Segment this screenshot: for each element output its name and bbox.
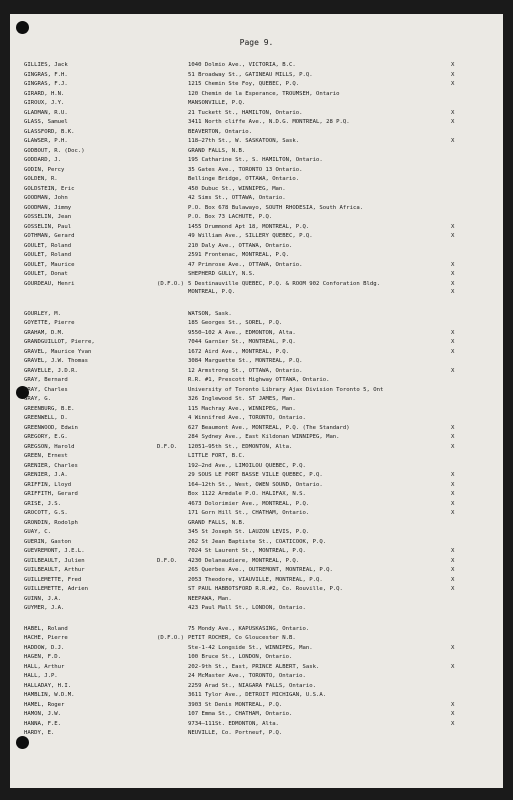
entry-name: GOULET, Maurice bbox=[24, 261, 75, 268]
entry-name: GODDARD, J. bbox=[24, 157, 62, 163]
entry-address: Ste-1-42 Longside St., WINNIPEG, Man. bbox=[188, 644, 313, 651]
list-entry bbox=[10, 481, 503, 490]
entry-address: 4673 Dolorimier Ave., MONTREAL, P.Q. bbox=[188, 500, 310, 507]
list-entry bbox=[10, 137, 503, 146]
entry-name: GOSSELIN, Jean bbox=[24, 214, 72, 220]
entry-name: GOLDEN, R. bbox=[24, 176, 58, 182]
entry-name: GIROUX, J.Y. bbox=[24, 100, 65, 106]
list-entry bbox=[10, 557, 503, 566]
list-entry bbox=[10, 462, 503, 471]
entry-name: HANNA, F.E. bbox=[24, 720, 62, 727]
entry-mark: X bbox=[451, 644, 455, 651]
list-entry bbox=[10, 232, 503, 241]
entry-name: GREGORY, E.G. bbox=[24, 434, 68, 440]
entry-address: 100 Bruce St., LONDON, Ontario. bbox=[188, 654, 293, 660]
entry-address: 12051—95th St., EDMONTON, Alta. bbox=[188, 443, 293, 450]
entry-name: GOURLEY, M. bbox=[24, 310, 62, 317]
list-entry bbox=[10, 99, 503, 108]
entry-name: HACHE, Pierre bbox=[24, 635, 68, 641]
list-entry bbox=[10, 185, 503, 194]
entry-address: 3411 North cliffe Ave., N.D.G. MONTREAL, 28 P.Q. bbox=[188, 119, 350, 125]
entry-address: 171 Gorn Hill St., CHATHAM, Ontario. bbox=[188, 510, 310, 516]
list-entry bbox=[10, 319, 503, 328]
list-entry bbox=[10, 710, 503, 719]
entry-name: GUILBEAULT, Arthur bbox=[24, 567, 85, 573]
entry-address: NEEPAWA, Man. bbox=[188, 595, 232, 602]
entry-address: GRAND FALLS, N.B. bbox=[188, 147, 246, 154]
entry-name: GOODMAN, John bbox=[24, 195, 68, 201]
entry-mark: X bbox=[451, 701, 455, 708]
entry-name: GOTHMAN, Gerard bbox=[24, 233, 75, 239]
entry-address: 4 Winnifred Ave., TORONTO, Ontario. bbox=[188, 415, 306, 421]
entry-address: 3084 Marguette St., MONTREAL, P.Q. bbox=[188, 358, 303, 364]
list-entry bbox=[10, 71, 503, 80]
entry-name: GODIN, Percy bbox=[24, 166, 65, 173]
entry-mark: X bbox=[451, 233, 455, 239]
entry-mark: X bbox=[451, 500, 455, 507]
entry-name: GOULET, Donat bbox=[24, 271, 68, 277]
entry-name: HARDY, E. bbox=[24, 730, 55, 736]
entry-name: GOSSELIN, Paul bbox=[24, 223, 72, 230]
list-entry bbox=[10, 644, 503, 653]
list-entry bbox=[10, 261, 503, 270]
entry-name: GLADMAN, R.U. bbox=[24, 109, 68, 116]
list-entry bbox=[10, 147, 503, 156]
entry-name: GRIFFITH, Gerard bbox=[24, 491, 78, 497]
list-entry bbox=[10, 128, 503, 137]
entry-mark: X bbox=[451, 329, 455, 336]
list-entry bbox=[10, 682, 503, 691]
entry-address: 120 Chemin de la Esperance, TROUMSEH, Ontario bbox=[188, 90, 340, 97]
list-entry bbox=[10, 405, 503, 414]
list-entry bbox=[10, 329, 503, 338]
entry-address: 1672 Aird Ave., MONTREAL, P.Q. bbox=[188, 348, 290, 355]
entry-address: 2591 Frontenac, MONTREAL, P.Q. bbox=[188, 252, 290, 258]
entry-address: 3903 St Denis MONTREAL, P.Q. bbox=[188, 701, 283, 708]
entry-mark: X bbox=[451, 109, 455, 116]
entry-mark: X bbox=[451, 720, 455, 727]
entry-name: GRAVEL, J.W. Thomas bbox=[24, 358, 88, 364]
entry-address: 423 Paul Mall St., LONDON, Ontario. bbox=[188, 605, 306, 611]
entry-name: GRONDIN, Rodolph bbox=[24, 519, 78, 526]
entry-address: 450 Dubuc St., WINNIPEG, Man. bbox=[188, 185, 286, 192]
entry-address-line2: MONTREAL, P.Q. bbox=[188, 288, 236, 295]
entry-mark: X bbox=[451, 339, 455, 345]
entry-name: GREENBURG, B.E. bbox=[24, 405, 75, 412]
entry-mark: X bbox=[451, 567, 455, 573]
list-entry bbox=[10, 414, 503, 423]
entry-name: HALL, J.P. bbox=[24, 673, 58, 679]
list-entry bbox=[10, 634, 503, 643]
entry-name: HALLADAY, H.I. bbox=[24, 682, 72, 689]
entry-name: GREGSON, Harold bbox=[24, 443, 75, 450]
list-entry bbox=[10, 443, 503, 452]
entry-address: 1040 Dolmio Ave., VICTORIA, B.C. bbox=[188, 62, 296, 68]
entry-name: GUINN, J.A. bbox=[24, 595, 62, 602]
entry-name: GOODMAN, Jimmy bbox=[24, 204, 72, 211]
entry-name: GOURDEAU, Henri bbox=[24, 280, 75, 287]
entry-address: 265 Querbes Ave., OUTREMONT, MONTREAL, P.Q. bbox=[188, 567, 333, 573]
entry-name: GRAHAM, D.M. bbox=[24, 329, 65, 336]
list-entry bbox=[10, 90, 503, 99]
entry-name: GOULET, Roland bbox=[24, 242, 72, 249]
entry-address: 210 Daly Ave., OTTAWA, Ontario. bbox=[188, 242, 293, 249]
entry-address: 2053 Theodore, VIAUVILLE, MONTREAL, P.Q. bbox=[188, 576, 323, 583]
entry-mark: X bbox=[451, 367, 455, 374]
entry-address: 195 Catharine St., S. HAMILTON, Ontario. bbox=[188, 157, 323, 163]
list-entry bbox=[10, 653, 503, 662]
entry-address: P.O. Box 73 LACHUTE, P.Q. bbox=[188, 214, 273, 220]
entry-name: GOYETTE, Pierre bbox=[24, 320, 75, 326]
entry-address: 42 Sims St., OTTAWA, Ontario. bbox=[188, 195, 286, 201]
entry-mark: X bbox=[451, 71, 455, 78]
list-entry bbox=[10, 595, 503, 604]
entry-note: (D.F.O.) bbox=[157, 635, 184, 641]
list-entry bbox=[10, 376, 503, 385]
entry-mark: X bbox=[451, 491, 455, 497]
entry-name: GUILLEMETTE, Adrien bbox=[24, 586, 88, 592]
entry-address: 1455 Drummond Apt 18, MONTREAL, P.Q. bbox=[188, 223, 310, 230]
entry-mark: X bbox=[451, 443, 455, 450]
entry-address: 262 St Jean Baptiste St., COATICOOK, P.Q. bbox=[188, 538, 327, 545]
entry-mark: X bbox=[451, 481, 455, 488]
entry-address: 164—12th St., West, OWEN SOUND, Ontario. bbox=[188, 481, 323, 488]
entry-address: 284 Sydney Ave., East Kildonan WINNIPEG, Man. bbox=[188, 434, 340, 440]
entry-address: WATSON, Sask. bbox=[188, 310, 232, 317]
entry-name: HADDOW, D.J. bbox=[24, 644, 65, 651]
list-entry bbox=[10, 663, 503, 672]
entry-address: Bellinge Bridge, OTTAWA, Ontario. bbox=[188, 176, 300, 182]
list-entry bbox=[10, 223, 503, 232]
entry-name: GUERIN, Gaston bbox=[24, 538, 72, 545]
list-entry bbox=[10, 61, 503, 70]
entry-address: NEUVILLE, Co. Portneuf, P.Q. bbox=[188, 730, 283, 736]
entry-address: 24 McMaster Ave., TORONTO, Ontario. bbox=[188, 673, 306, 679]
entry-address: 185 Georges St., SOREL, P.Q. bbox=[188, 320, 283, 326]
entry-mark: X bbox=[451, 424, 455, 431]
entry-mark: X bbox=[451, 510, 455, 516]
entry-name: GOLDSTEIN, Eric bbox=[24, 185, 75, 192]
list-entry bbox=[10, 80, 503, 89]
list-entry bbox=[10, 194, 503, 203]
entry-mark: X bbox=[451, 434, 455, 440]
entry-name: GUILLEMETTE, Fred bbox=[24, 576, 82, 583]
entry-name: HAMBLIN, W.D.M. bbox=[24, 692, 75, 698]
list-entry bbox=[10, 175, 503, 184]
entry-address: 29 SOUS LE FORT BASSE VILLE QUEBEC, P.Q. bbox=[188, 472, 323, 478]
entry-name: GUAY, C. bbox=[24, 529, 51, 535]
entry-address: 345 St Joseph St. LAUZON LEVIS, P.Q. bbox=[188, 529, 310, 535]
entry-name: HAMON, J.W. bbox=[24, 711, 62, 717]
list-entry bbox=[10, 585, 503, 594]
entry-mark: X bbox=[451, 586, 455, 592]
entry-address: MANSONVILLE, P.Q. bbox=[188, 100, 246, 106]
entry-address: 627 Beaumont Ave., MONTREAL, P.Q. (The Standard) bbox=[188, 424, 350, 431]
entry-address: University of Toronto Library Ajax Division Toronto 5, Ont bbox=[188, 386, 384, 393]
list-entry bbox=[10, 357, 503, 366]
entry-note: (D.F.O.) bbox=[157, 280, 184, 287]
list-entry bbox=[10, 672, 503, 681]
entry-name: GINGRAS, F.H. bbox=[24, 71, 68, 78]
entry-address: 115 Machray Ave., WINNIPEG, Man. bbox=[188, 405, 296, 412]
entry-mark: X bbox=[451, 280, 455, 287]
list-entry bbox=[10, 433, 503, 442]
entry-mark: X bbox=[451, 81, 455, 87]
entry-address: P.O. Box 678 Bulawayo, SOUTH RHODESIA, South Africa. bbox=[188, 204, 364, 211]
entry-name: GREENWOOD, Edwin bbox=[24, 424, 78, 431]
entry-name: GUYMER, J.A. bbox=[24, 605, 65, 611]
entry-name: GLASSFORD, B.K. bbox=[24, 128, 75, 135]
entry-address: 35 Gates Ave., TORONTO 13 Ontario. bbox=[188, 166, 303, 173]
entry-name: GRAY, G. bbox=[24, 396, 51, 402]
entry-address: SHEPHERD GULLY, N.S. bbox=[188, 271, 256, 277]
entry-address: 12 Armstrong St., OTTAWA, Ontario. bbox=[188, 367, 303, 374]
entry-address: 1215 Chemin Ste Foy, QUEBEC, P.Q. bbox=[188, 81, 300, 87]
entry-mark: X bbox=[451, 62, 455, 68]
list-entry bbox=[10, 280, 503, 295]
list-entry bbox=[10, 625, 503, 634]
entry-address: 202-9th St., East, PRINCE ALBERT, Sask. bbox=[188, 663, 320, 670]
list-entry bbox=[10, 251, 503, 260]
entry-mark: X bbox=[451, 472, 455, 478]
entry-note: D.F.O. bbox=[157, 443, 178, 450]
entry-address: 7044 Garnier St., MONTREAL, P.Q. bbox=[188, 339, 296, 345]
list-entry bbox=[10, 519, 503, 528]
entry-address: 2259 Arad St., NIAGARA FALLS, Ontario. bbox=[188, 682, 316, 689]
entry-mark: X bbox=[451, 271, 455, 277]
entry-name: GRANDGUILLOT, Pierre, bbox=[24, 339, 95, 345]
entry-name: HALL, Arthur bbox=[24, 663, 65, 670]
entry-name: GRAY, Bernard bbox=[24, 377, 68, 383]
entry-name: GIRARD, H.N. bbox=[24, 90, 65, 97]
list-entry bbox=[10, 386, 503, 395]
entry-name: GRENIER, J.A. bbox=[24, 472, 68, 478]
entry-name: GROCOTT, G.S. bbox=[24, 510, 68, 516]
punch-hole bbox=[16, 21, 29, 34]
list-entry bbox=[10, 471, 503, 480]
entry-mark: X bbox=[451, 557, 455, 564]
entry-address: 326 Inglewood St. ST JAMES, Man. bbox=[188, 396, 296, 402]
entry-mark-line2: X bbox=[451, 288, 455, 295]
entry-name: GLAWSER, P.H. bbox=[24, 138, 68, 144]
list-entry bbox=[10, 118, 503, 127]
entry-address: 3611 Tylor Ave., DETROIT MICHIGAN, U.S.A. bbox=[188, 692, 327, 698]
list-entry bbox=[10, 338, 503, 347]
entry-address: 107 Emma St., CHATHAM, Ontario. bbox=[188, 711, 293, 717]
entry-name: GRAY, Charles bbox=[24, 386, 68, 393]
list-entry bbox=[10, 395, 503, 404]
entry-name: GRISE, J.S. bbox=[24, 500, 62, 507]
entry-address: BEAVERTON, Ontario. bbox=[188, 128, 252, 135]
entry-name: GUILBEAULT, Julien bbox=[24, 557, 85, 564]
entry-address: PETIT ROCHER, Co Gloucester N.B. bbox=[188, 635, 296, 641]
entry-address: 21 Tuckett St., HAMILTON, Ontario. bbox=[188, 109, 303, 116]
entry-address: ST PAUL HABBOTSFORD R.R.#2, Co. Rouville, P.Q. bbox=[188, 586, 343, 592]
entry-address: 49 William Ave., SILLERY QUEBEC, P.Q. bbox=[188, 233, 313, 239]
list-entry bbox=[10, 109, 503, 118]
list-entry bbox=[10, 538, 503, 547]
list-entry bbox=[10, 500, 503, 509]
list-entry bbox=[10, 509, 503, 518]
entry-name: GODBOUT, R. (Doc.) bbox=[24, 147, 85, 154]
list-entry bbox=[10, 547, 503, 556]
entry-mark: X bbox=[451, 223, 455, 230]
page-title: Page 9. bbox=[239, 38, 274, 47]
entry-name: GRENIER, Charles bbox=[24, 462, 78, 469]
list-entry bbox=[10, 424, 503, 433]
entry-mark: X bbox=[451, 348, 455, 355]
list-entry bbox=[10, 156, 503, 165]
list-entry bbox=[10, 604, 503, 613]
entry-address: 118—27th St., W. SASKATOON, Sask. bbox=[188, 138, 300, 144]
list-entry bbox=[10, 701, 503, 710]
list-entry bbox=[10, 576, 503, 585]
list-entry bbox=[10, 528, 503, 537]
list-entry bbox=[10, 348, 503, 357]
entry-mark: X bbox=[451, 663, 455, 670]
entry-address: 7024 St Laurent St., MONTREAL, P.Q. bbox=[188, 548, 306, 554]
entry-name: HAMEL, Roger bbox=[24, 701, 65, 708]
list-entry bbox=[10, 166, 503, 175]
list-entry bbox=[10, 566, 503, 575]
entry-address: 47 Primrose Ave., OTTAWA, Ontario. bbox=[188, 261, 303, 268]
entry-name: GILLIES, Jack bbox=[24, 62, 68, 68]
entry-name: HAGEN, F.D. bbox=[24, 654, 62, 660]
entry-name: GRIFFIN, Lloyd bbox=[24, 481, 72, 488]
entry-name: GINGRAS, F.J. bbox=[24, 81, 68, 87]
entry-mark: X bbox=[451, 711, 455, 717]
entry-address: GRAND FALLS, N.B. bbox=[188, 519, 246, 526]
entry-address: 75 Mondy Ave., KAPUSKASING, Ontario. bbox=[188, 625, 310, 632]
list-entry bbox=[10, 242, 503, 251]
entry-name: HABEL, Roland bbox=[24, 625, 68, 632]
entry-address: 4230 Delanaudiere, MONTREAL, P.Q. bbox=[188, 557, 300, 564]
entry-mark: X bbox=[451, 119, 455, 125]
entry-note: D.F.O. bbox=[157, 557, 178, 564]
list-entry bbox=[10, 720, 503, 729]
list-entry bbox=[10, 310, 503, 319]
entry-address: R.R. #1, Prescott Highway OTTAWA, Ontario. bbox=[188, 377, 330, 383]
entry-name: GRAVELLE, J.D.R. bbox=[24, 367, 78, 374]
entry-mark: X bbox=[451, 138, 455, 144]
entry-address: 51 Broadway St., GATINEAU MILLS, P.Q. bbox=[188, 71, 313, 78]
list-entry bbox=[10, 490, 503, 499]
list-entry bbox=[10, 204, 503, 213]
list-entry bbox=[10, 213, 503, 222]
entry-name: GREENWELL, D. bbox=[24, 415, 68, 421]
list-entry bbox=[10, 452, 503, 461]
list-entry bbox=[10, 270, 503, 279]
entry-name: GOULET, Roland bbox=[24, 252, 72, 258]
list-entry bbox=[10, 691, 503, 700]
list-entry bbox=[10, 367, 503, 376]
entry-name: GRAVEL, Maurice Yvan bbox=[24, 348, 92, 355]
entry-address: LITTLE FORT, B.C. bbox=[188, 453, 246, 459]
entry-mark: X bbox=[451, 548, 455, 554]
document-page bbox=[10, 14, 503, 788]
entry-mark: X bbox=[451, 576, 455, 583]
entry-address: 5 Destinauville QUEBEC, P.Q. & ROOM 902 Conforation Bldg. bbox=[188, 280, 380, 287]
entry-name: GUEVREMONT, J.E.L. bbox=[24, 548, 85, 554]
entry-mark: X bbox=[451, 261, 455, 268]
entry-address: 9550—102 A Ave., EDMONTON, Alta. bbox=[188, 329, 296, 336]
entry-address: 192—2nd Ave., LIMOILOU QUEBEC, P.Q. bbox=[188, 462, 306, 469]
entry-address: 9734—111St. EDMONTON, Alta. bbox=[188, 720, 279, 727]
entry-address: Box 1122 Armdale P.O. HALIFAX, N.S. bbox=[188, 491, 306, 497]
list-entry bbox=[10, 729, 503, 738]
entry-name: GLASS, Samuel bbox=[24, 119, 68, 125]
entry-name: GREEN, Ernest bbox=[24, 453, 68, 459]
